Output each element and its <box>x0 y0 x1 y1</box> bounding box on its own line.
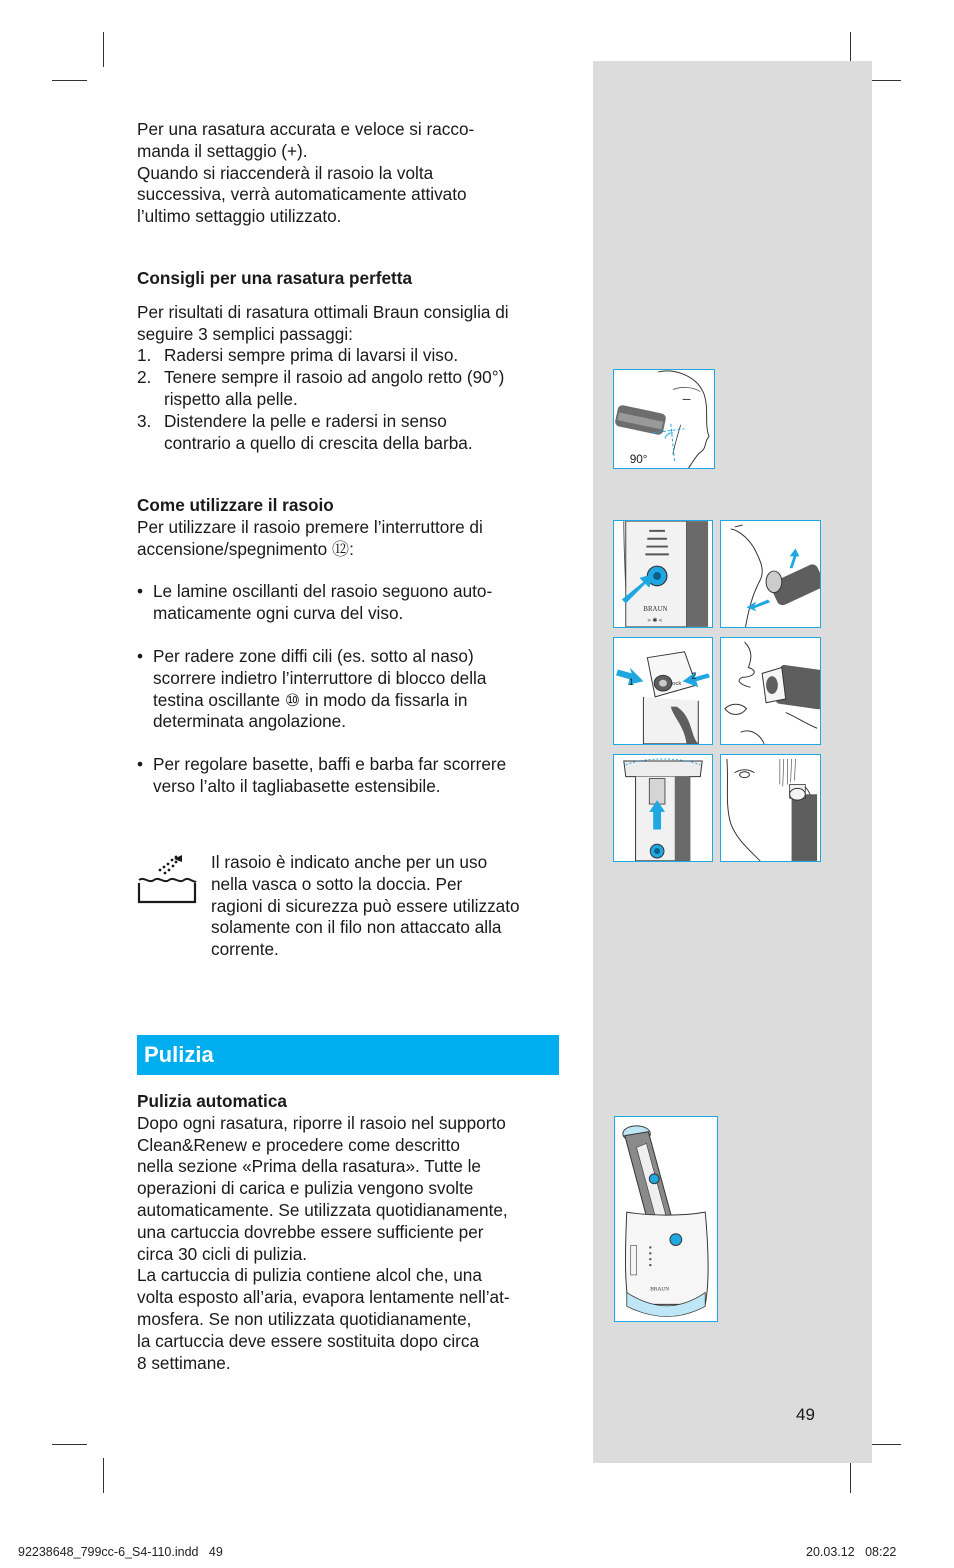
bullet-line: maticamente ogni curva del viso. <box>153 603 404 624</box>
bullet-line: Le lamine oscillanti del rasoio seguono auto- <box>153 581 493 602</box>
bullet-line: scorrere indietro l’interruttore di blocco della <box>153 667 487 688</box>
tips-section <box>137 268 562 454</box>
intro-line: l’ultimo settaggio utilizzato. <box>137 206 342 227</box>
usage-intro-line: accensione/spegnimento ⑫: <box>137 538 354 559</box>
crop-mark <box>103 1458 104 1493</box>
step-number: 2. <box>137 367 152 388</box>
bullet-symbol: • <box>137 581 144 602</box>
shower-note-line: corrente. <box>211 939 279 960</box>
section-title: Pulizia <box>144 1042 214 1067</box>
page-number: 49 <box>796 1405 815 1424</box>
tips-intro-line: seguire 3 semplici passaggi: <box>137 323 353 344</box>
crop-mark <box>850 1458 851 1493</box>
station-brand-label: BRAUN <box>650 1286 670 1293</box>
figure-clean-renew-station <box>614 1116 718 1322</box>
shower-note-line: ragioni di sicurezza può essere utilizzato <box>211 895 520 916</box>
shower-note <box>211 852 571 961</box>
bullet-symbol: • <box>137 645 144 666</box>
cleaning-line: mosfera. Se non utilizzata quotidianamente, <box>137 1308 472 1329</box>
step-line: rispetto alla pelle. <box>164 388 298 409</box>
cleaning-line: una cartuccia dovrebbe essere sufficiente per <box>137 1221 484 1242</box>
step-one-label: 1 <box>628 677 634 688</box>
shower-note-line: solamente con il filo non attaccato alla <box>211 917 502 938</box>
step-item <box>137 367 562 411</box>
cleaning-line: nella sezione «Prima della rasatura». Tutte le <box>137 1156 481 1177</box>
cleaning-line: operazioni di carica e pulizia vengono svolte <box>137 1178 474 1199</box>
crop-mark <box>103 32 104 67</box>
step-line: Tenere sempre il rasoio ad angolo retto (90°) <box>164 367 505 388</box>
figure-shaving-angle <box>613 369 715 469</box>
step-line: contrario a quello di crescita della barba. <box>164 432 473 453</box>
bullet-line: Per radere zone diffi cili (es. sotto al naso) <box>153 645 474 666</box>
tips-intro-line: Per risultati di rasatura ottimali Braun consiglia di <box>137 301 509 322</box>
lock-label: lock <box>670 681 682 688</box>
intro-paragraph <box>137 119 562 228</box>
intro-line: Per una rasatura accurata e veloce si racco- <box>137 119 475 139</box>
step-line: Radersi sempre prima di lavarsi il viso. <box>164 345 459 366</box>
figure-trimmer-extend <box>613 754 713 862</box>
cleaning-heading: Pulizia automatica <box>137 1091 287 1111</box>
section-title-bar <box>137 1035 559 1075</box>
cleaning-section <box>137 1091 567 1374</box>
figure-power-button <box>613 520 713 628</box>
step-number: 3. <box>137 410 152 431</box>
bullet-line: verso l’alto il tagliabasette estensibile. <box>153 775 441 796</box>
step-item <box>137 345 562 367</box>
bullet-line: determinata angolazione. <box>153 711 347 732</box>
figure-under-nose <box>720 637 821 745</box>
cleaning-line: Clean&Renew e procedere come descritto <box>137 1134 460 1155</box>
bullet-symbol: • <box>137 754 144 775</box>
bullet-line: Per regolare basette, baffi e barba far scorrere <box>153 754 507 775</box>
step-item <box>137 411 562 455</box>
step-two-label: 2 <box>691 671 697 682</box>
cleaning-line: Dopo ogni rasatura, riporre il rasoio nel supporto <box>137 1112 506 1133</box>
shower-note-line: nella vasca o sotto la doccia. Per <box>211 873 463 894</box>
svg-text:> ✱ <: > ✱ < <box>647 618 663 625</box>
brand-label: BRAUN <box>643 606 668 614</box>
cleaning-line: 8 settimane. <box>137 1352 231 1373</box>
angle-label: 90° <box>629 453 648 467</box>
intro-line: Quando si riaccenderà il rasoio la volta <box>137 162 434 183</box>
bullet-line: testina oscillante ⑩ in modo da fissarla in <box>153 689 468 710</box>
crop-mark <box>52 1444 87 1445</box>
intro-line: manda il settaggio (+). <box>137 140 308 161</box>
figure-sideburn-trim <box>720 754 821 862</box>
intro-line: successiva, verrà automaticamente attivato <box>137 184 467 205</box>
footer-timestamp: 20.03.12 08:22 <box>806 1545 897 1559</box>
shower-note-line: Il rasoio è indicato anche per un uso <box>211 852 488 872</box>
cleaning-line: la cartuccia deve essere sostituita dopo circa <box>137 1330 480 1351</box>
cleaning-line: circa 30 cicli di pulizia. <box>137 1243 308 1264</box>
footer-filename: 92238648_799cc-6_S4-110.indd 49 <box>18 1545 223 1559</box>
usage-section <box>137 495 562 798</box>
usage-heading: Come utilizzare il rasoio <box>137 495 334 515</box>
cleaning-line: automaticamente. Se utilizzata quotidianamente, <box>137 1199 508 1220</box>
cleaning-line: La cartuccia di pulizia contiene alcol che, una <box>137 1265 482 1286</box>
cleaning-line: volta esposto all’aria, evapora lentamente nell’at- <box>137 1287 510 1308</box>
usage-intro-line: Per utilizzare il rasoio premere l’interruttore di <box>137 516 483 537</box>
step-line: Distendere la pelle e radersi in senso <box>164 410 447 431</box>
tips-heading: Consigli per una rasatura perfetta <box>137 268 413 288</box>
figure-lock-head <box>613 637 713 745</box>
bullet-item <box>137 581 562 625</box>
crop-mark <box>52 80 87 81</box>
step-number: 1. <box>137 345 152 366</box>
bullet-item <box>137 754 562 798</box>
shower-bath-icon <box>136 853 198 905</box>
figure-shaving-jaw <box>720 520 821 628</box>
bullet-item <box>137 646 562 733</box>
